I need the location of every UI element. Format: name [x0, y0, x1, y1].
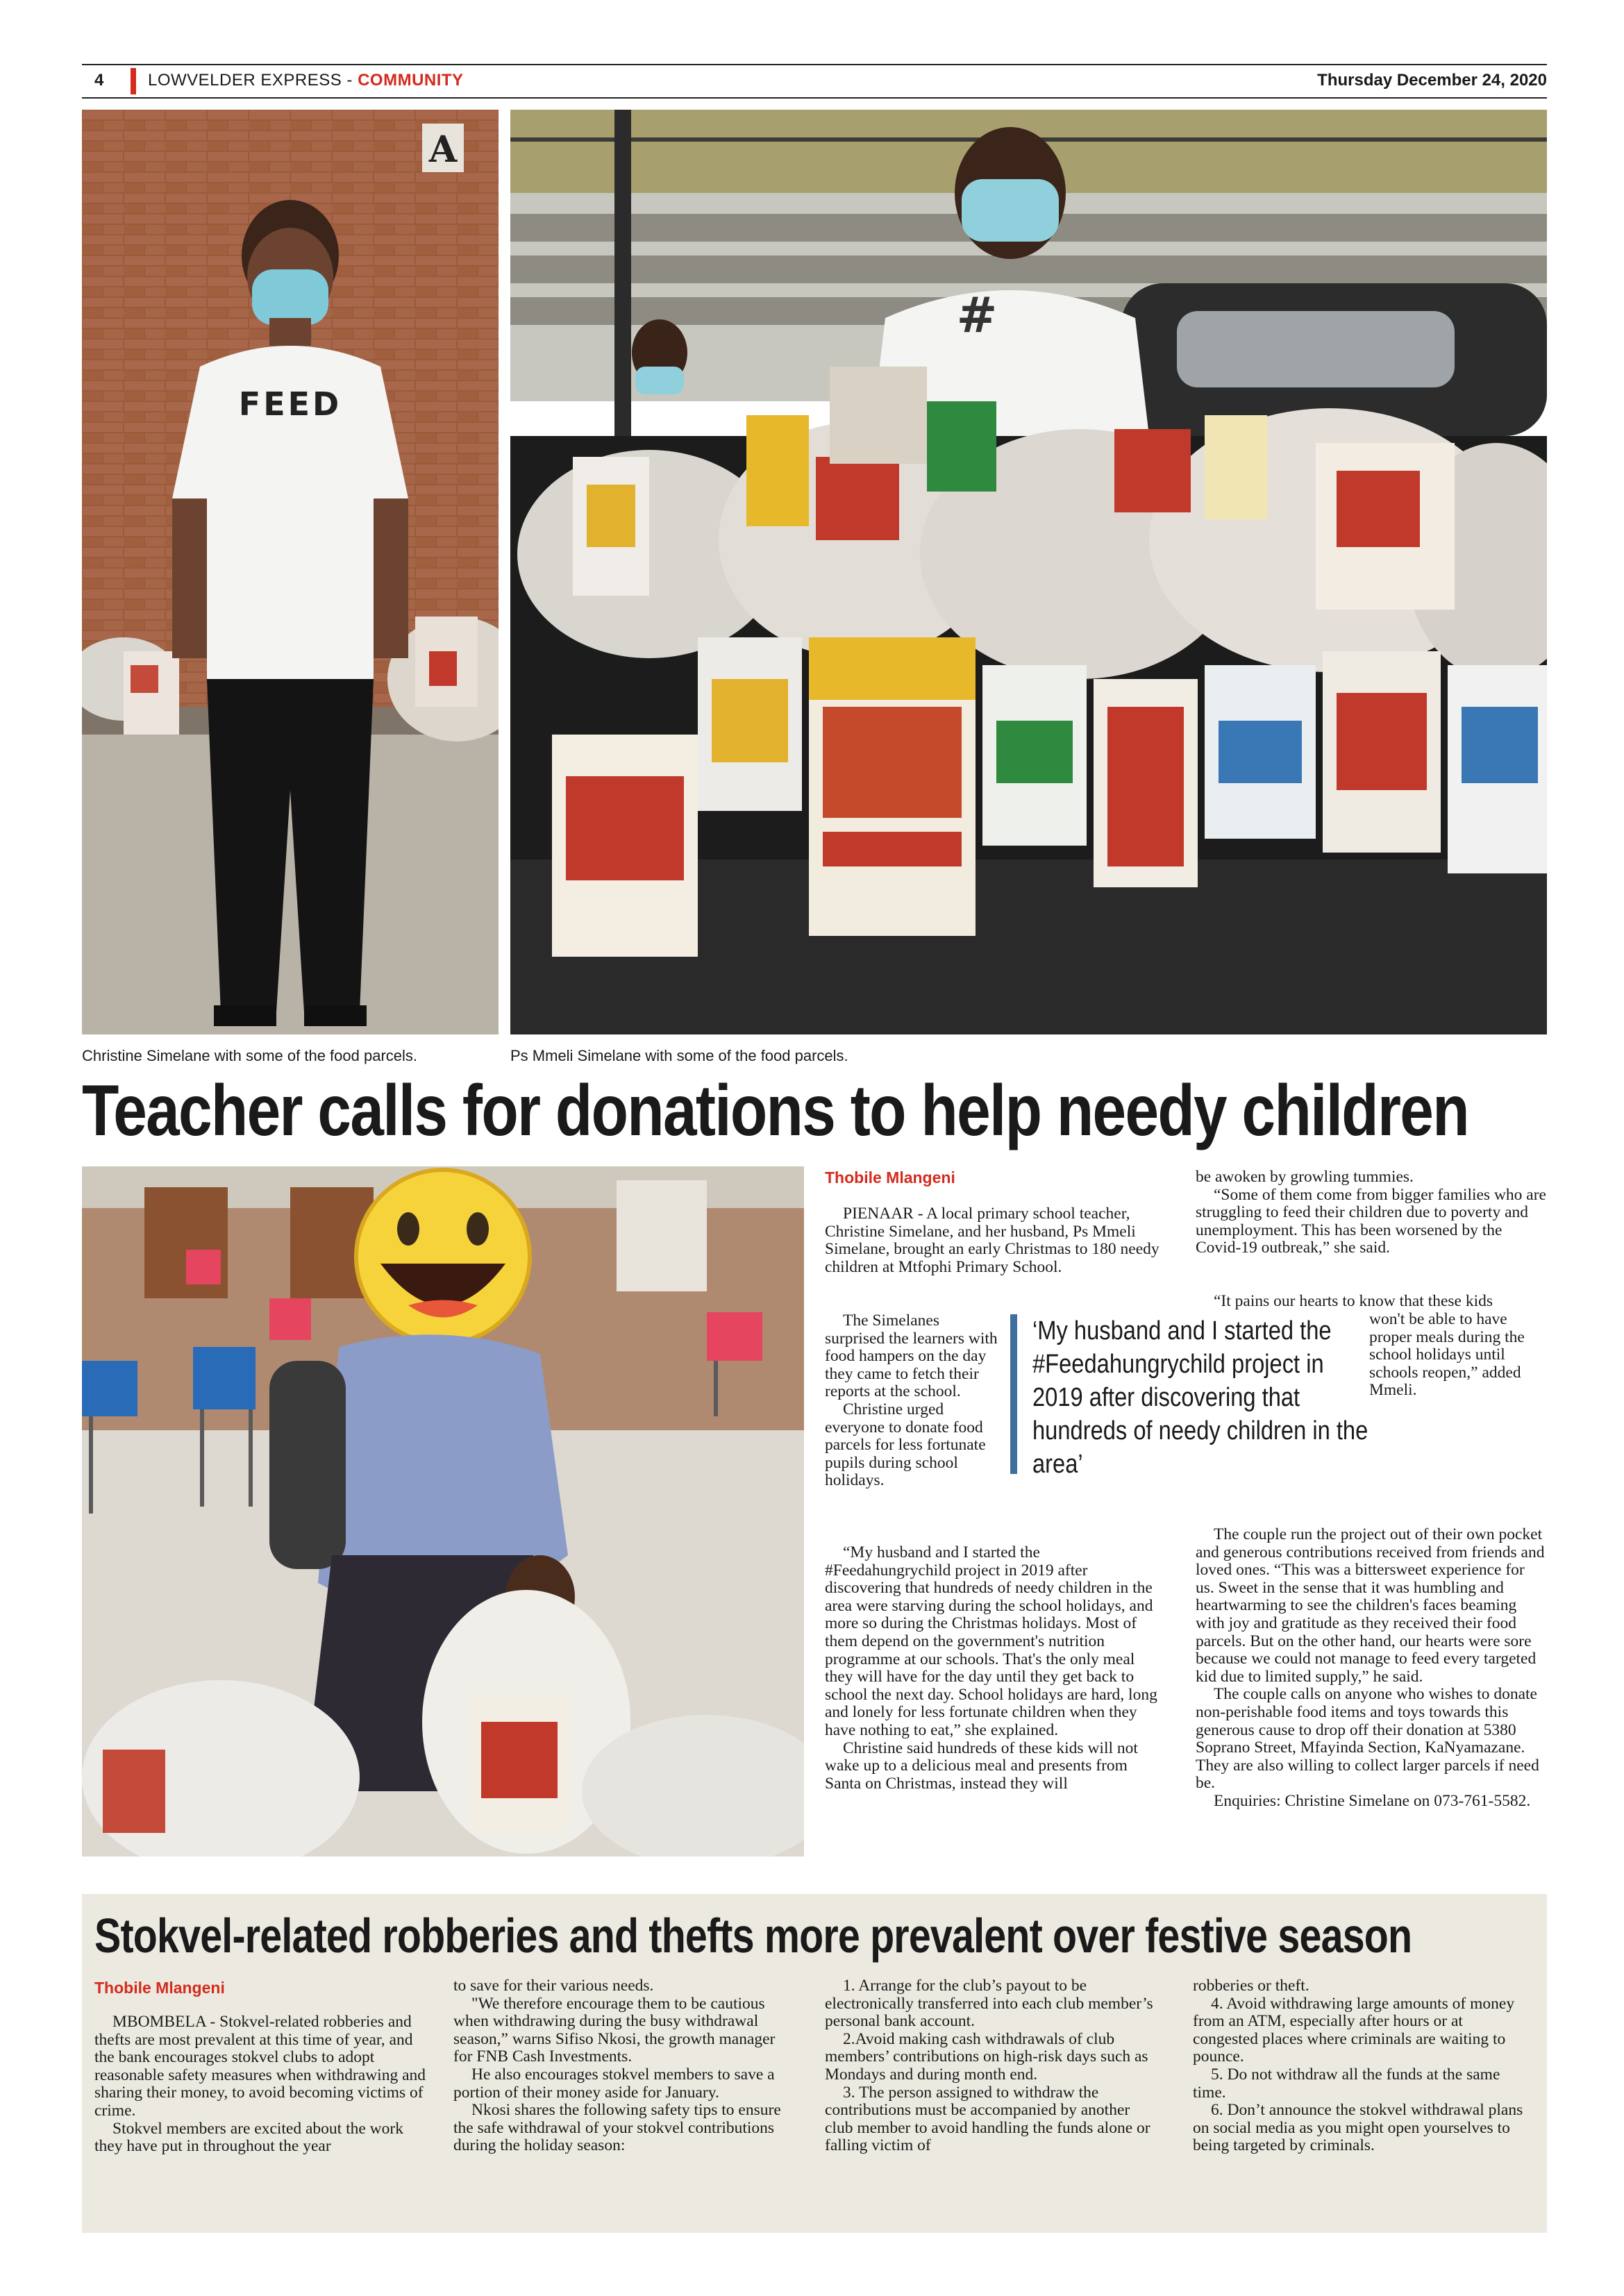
header-accent-bar [131, 68, 136, 94]
paragraph: be awoken by growling tummies. [1196, 1168, 1414, 1186]
article-column-1a [825, 1205, 1165, 1276]
pull-quote [1010, 1314, 1368, 1479]
paragraph: PIENAAR - A local primary school teacher, Christine Simelane, and her husband, Ps Mmeli Simelane, brought an early Christmas to 180 needy children at Mtfophi Primary School. [825, 1205, 1160, 1276]
page-header [82, 64, 1547, 99]
paragraph: to save for their various needs. [453, 1977, 654, 1995]
paragraph: MBOMBELA - Stokvel-related robberies and thefts are most prevalent at this time of year, and the bank encourages stokvel clubs to adopt reasonable safety measures when withdrawing and sharing their money, to avoid becoming victims of crime. [94, 2013, 426, 2120]
stokvel-article-box [82, 1894, 1547, 2233]
publication-name: LOWVELDER EXPRESS - [148, 71, 358, 90]
article-byline: Thobile Mlangeni [825, 1168, 955, 1187]
paragraph: The couple calls on anyone who wishes to donate non-perishable food items and toys towards this generous cause to drop off their donation at 5380 Soprano Street, Mfayinda Section, KaNyamazane. They are also willing to collect larger parcels if need be. [1196, 1685, 1539, 1793]
photo-child [82, 1166, 804, 1857]
paragraph: Christine urged everyone to donate food parcels for less fortunate pupils during school holidays. [825, 1400, 986, 1490]
section-name: COMMUNITY [358, 71, 464, 90]
paragraph: "We therefore encourage them to be cautious when withdrawing during the busy withdrawal season,” warns Sifiso Nkosi, the growth manager for FNB Cash Investments. [453, 1994, 776, 2066]
paragraph: He also encourages stokvel members to save a portion of their money aside for January. [453, 2065, 775, 2102]
paragraph: The couple run the project out of their own pocket and generous contributions received from friends and loved ones. “This was a bittersweet experience for us. Sweet in the sense that it was humbling and heartwarming to see the children's faces beaming with joy and gratitude as they received their food parcels. But on the other hand, our hearts were sore because we could not manage to feed every targeted kid due to limited supply,” he said. [1196, 1525, 1545, 1686]
paragraph: “It pains our hearts to know that these kids [1214, 1293, 1493, 1310]
pull-quote-text: ‘My husband and I started the #Feedahungrychild project in 2019 after discovering that hundreds of needy children in the area’ [1032, 1316, 1368, 1479]
sign-letter: A [428, 128, 458, 171]
caption-mmeli: Ps Mmeli Simelane with some of the food parcels. [510, 1047, 848, 1064]
paragraph: “My husband and I started the #Feedahungrychild project in 2019 after discovering that hundreds of needy children in the area were starving during the school holidays, and more so during the Christmas holidays. Most of them depend on the government's nutrition programme at our schools. That's the only meal they will have for the day until they get back to school the next day. School holidays are hard, long and lonely for less fortunate children when they have nothing to eat,” she explained. [825, 1543, 1157, 1739]
stokvel-column-2 [453, 1977, 787, 2155]
photo-christine [82, 110, 499, 1034]
paragraph: 4. Avoid withdrawing large amounts of money from an ATM, especially after hours or at congested places where criminals are waiting to pounce. [1193, 1994, 1515, 2066]
article-column-2c [1369, 1311, 1547, 1400]
stokvel-column-1 [94, 2013, 428, 2156]
shirt-text-feed: FEED [238, 385, 342, 423]
article-column-2d [1196, 1526, 1547, 1811]
paragraph: 3. The person assigned to withdraw the contributions must be accompanied by another club member to avoid handling the funds alone or falling victim of [825, 2083, 1150, 2155]
publication-line [148, 71, 464, 90]
paragraph: Stokvel members are excited about the work they have put in throughout the year [94, 2119, 403, 2156]
article-column-1c [825, 1544, 1165, 1793]
stokvel-column-3 [825, 1977, 1158, 2155]
stokvel-byline: Thobile Mlangeni [94, 1979, 225, 1997]
paragraph: robberies or theft. [1193, 1977, 1309, 1995]
paragraph: 6. Don’t announce the stokvel withdrawal plans on social media as you might open yourselves to being targeted by criminals. [1193, 2101, 1523, 2155]
paragraph: 2.Avoid making cash withdrawals of club members’ contributions on high-risk days such as Mondays and during month end. [825, 2029, 1148, 2084]
paragraph: Enquiries: Christine Simelane on 073-761-5582. [1214, 1791, 1531, 1810]
paragraph: 5. Do not withdraw all the funds at the same time. [1193, 2065, 1500, 2102]
paragraph: Christine said hundreds of these kids will not wake up to a delicious meal and presents from Santa on Christmas, instead they will [825, 1738, 1138, 1793]
paragraph: “Some of them come from bigger families who are struggling to feed their children due to poverty and unemployment. This has been worsened by the Covid-19 outbreak,” she said. [1196, 1185, 1546, 1257]
page-number: 4 [94, 71, 104, 90]
article-column-1b [825, 1312, 1002, 1490]
shirt-text-hash: # [956, 287, 998, 344]
paragraph: Nkosi shares the following safety tips to ensure the safe withdrawal of your stokvel contributions during the holiday season: [453, 2101, 781, 2155]
article-column-2a [1196, 1168, 1547, 1257]
photo-mmeli [510, 110, 1547, 1034]
stokvel-headline: Stokvel-related robberies and thefts more prevalent over festive season [94, 1909, 1412, 1963]
issue-date: Thursday December 24, 2020 [1317, 71, 1547, 90]
paragraph: The Simelanes surprised the learners with food hampers on the day they came to fetch their reports at the school. [825, 1312, 998, 1401]
caption-christine: Christine Simelane with some of the food parcels. [82, 1047, 418, 1064]
paragraph-continued: won't be able to have proper meals during the school holidays until schools reopen,” added Mmeli. [1369, 1310, 1525, 1400]
stokvel-column-4 [1193, 1977, 1526, 2155]
paragraph: 1. Arrange for the club’s payout to be electronically transferred into each club member’s personal bank account. [825, 1977, 1153, 2031]
article-headline: Teacher calls for donations to help needy children [82, 1071, 1468, 1151]
